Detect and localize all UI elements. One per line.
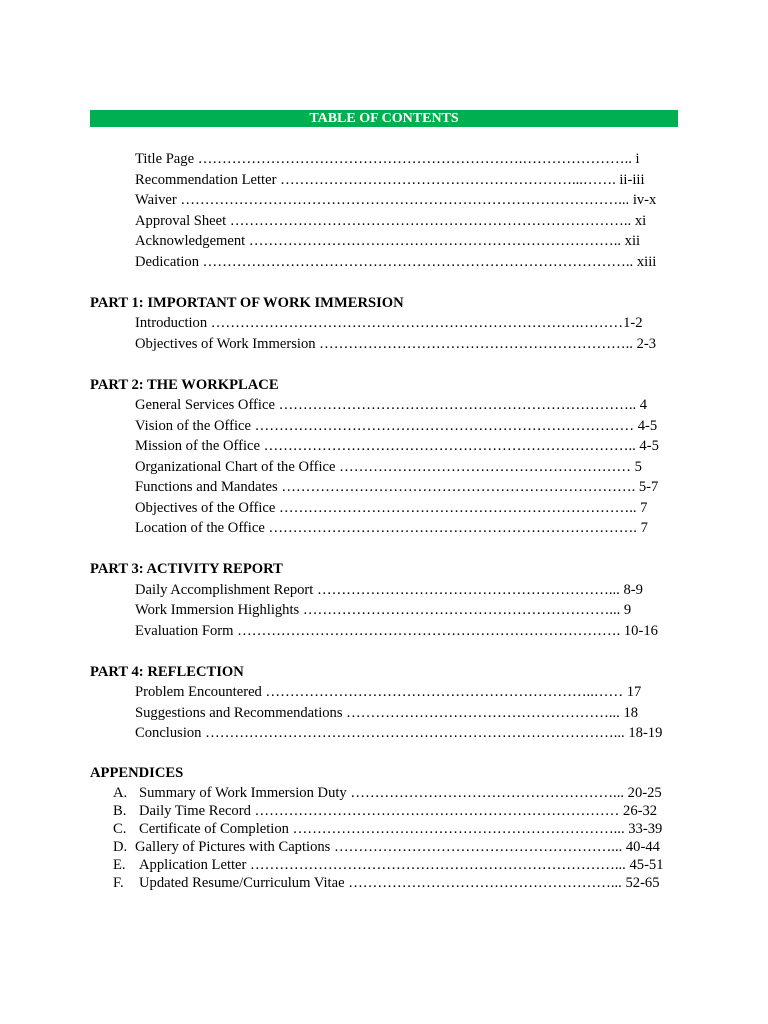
toc-entry-highlights: Work Immersion Highlights ………………………………………………………... 9 <box>135 602 632 618</box>
appendix-entry-summary: Summary of Work Immersion Duty ………………………………………………... 20-25 <box>139 785 662 801</box>
toc-entry-conclusion: Conclusion …………………………………………………………………………... 18-19 <box>135 725 663 741</box>
appendix-entry-gallery: Gallery of Pictures with Captions …………………………………………………... 40-44 <box>135 839 660 855</box>
section-heading-appendices: APPENDICES <box>90 765 184 781</box>
section-heading-part3: PART 3: ACTIVITY REPORT <box>90 561 283 577</box>
appendix-entry-application-letter: Application Letter …………………………………………………………………... 45-51 <box>139 857 664 873</box>
toc-entry-dedication: Dedication …………………………………………………………………………….. xiii <box>135 254 657 270</box>
toc-entry-org-chart: Organizational Chart of the Office …………………………………………………… 5 <box>135 459 642 475</box>
appendix-entry-daily-time-record: Daily Time Record ………………………………………………………………… 26-32 <box>139 803 658 819</box>
toc-entry-title-page: Title Page ………………………………………………………….………………….. i <box>135 151 640 167</box>
toc-entry-objectives-work-immersion: Objectives of Work Immersion ……………………………………………………….. 2-3 <box>135 336 657 352</box>
toc-entry-location-office: Location of the Office …………………………………………………………………. 7 <box>135 520 648 536</box>
appendix-letter: C. <box>113 821 127 837</box>
toc-entry-acknowledgement: Acknowledgement ………………………………………………………………….. xii <box>135 233 641 249</box>
toc-entry-suggestions: Suggestions and Recommendations ………………………………………………... 18 <box>135 705 639 721</box>
toc-entry-functions-mandates: Functions and Mandates ………………………………………………………………. 5-7 <box>135 479 659 495</box>
toc-entry-mission: Mission of the Office ………………………………………………………………….. 4-5 <box>135 438 659 454</box>
appendix-entry-resume: Updated Resume/Curriculum Vitae ………………………………………………... 52-65 <box>139 875 660 891</box>
section-heading-part2: PART 2: THE WORKPLACE <box>90 377 279 393</box>
appendix-letter: F. <box>113 875 124 891</box>
toc-entry-daily-accomplishment: Daily Accomplishment Report ……………………………………………………... 8-9 <box>135 582 643 598</box>
toc-entry-problem-encountered: Problem Encountered …………………………………………………………..…… 17 <box>135 684 642 700</box>
toc-title-banner: TABLE OF CONTENTS <box>90 110 678 127</box>
section-heading-part4: PART 4: REFLECTION <box>90 664 244 680</box>
toc-entry-evaluation-form: Evaluation Form ……………………………………………………………………. 10-16 <box>135 623 658 639</box>
appendix-letter: E. <box>113 857 126 873</box>
toc-entry-approval-sheet: Approval Sheet ……………………………………………………………………….. xi <box>135 213 647 229</box>
toc-entry-recommendation-letter: Recommendation Letter ……………………………………………………...……. ii-iii <box>135 172 645 188</box>
section-heading-part1: PART 1: IMPORTANT OF WORK IMMERSION <box>90 295 404 311</box>
toc-entry-objectives-office: Objectives of the Office ……………………………………………………………….. 7 <box>135 500 648 516</box>
toc-entry-introduction: Introduction ………………………………………………………………….………1-2 <box>135 315 643 331</box>
toc-entry-general-services-office: General Services Office ……………………………………………………………….. 4 <box>135 397 648 413</box>
toc-entry-waiver: Waiver ………………………………………………………………………………... iv-x <box>135 192 657 208</box>
toc-entry-vision: Vision of the Office …………………………………………………………………… 4-5 <box>135 418 658 434</box>
appendix-entry-certificate: Certificate of Completion …………………………………………………………... 33-39 <box>139 821 663 837</box>
appendix-letter: A. <box>113 785 128 801</box>
appendix-letter: B. <box>113 803 127 819</box>
appendix-letter: D. <box>113 839 128 855</box>
